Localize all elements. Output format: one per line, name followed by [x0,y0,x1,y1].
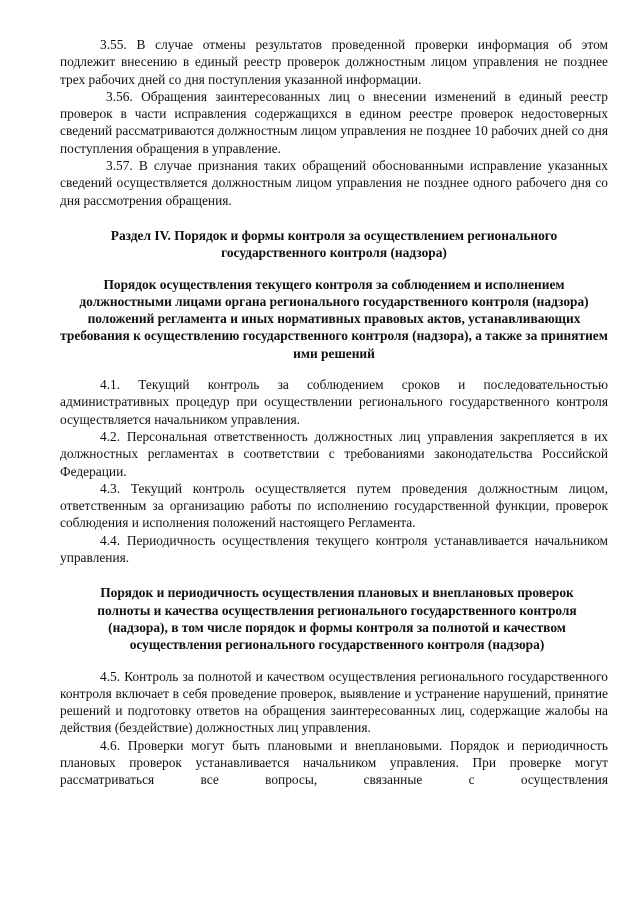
paragraph-4-1: 4.1. Текущий контроль за соблюдением сроков и последовательностью административных процедур при осуществлении регионального государственного контроля осуществляется начальником управления. [60,377,608,427]
section-title: Раздел IV. Порядок и формы контроля за осуществлением регионального государственного контроля (надзора) [110,227,558,261]
paragraph-3-55: 3.55. В случае отмены результатов проведенной проверки информация об этом подлежит внесению в единый реестр проверок должностным лицом управления не позднее трех рабочих дней со дня поступления указанной информации. [60,37,608,87]
paragraph-3-56: 3.56. Обращения заинтересованных лиц о внесении изменений в единый реестр проверок в части исправления содержащихся в едином реестре проверок недостоверных сведений рассматриваются должностным лицом управления не позднее 10 рабочих дней со дня поступления обращения в управление. [60,88,608,156]
spacer [60,362,608,376]
paragraph-4-4: 4.4. Периодичность осуществления текущего контроля устанавливается начальником управления. [60,532,608,566]
spacer [60,654,608,668]
paragraph-4-5: 4.5. Контроль за полнотой и качеством осуществления регионального государственного контроля включает в себя проведение проверок, выявление и устранение нарушений, принятие решений и подготовку ответов на обращения заинтересованных лиц, содержащие жалобы на действия (бездействие) должностных лиц управления. [60,668,608,736]
paragraph-4-6: 4.6. Проверки могут быть плановыми и внеплановыми. Порядок и периодичность плановых проверок устанавливается начальником управления. При проверке могут рассматриваться все вопросы, связанные с осуществления [60,737,608,788]
subsection-title-current-control: Порядок осуществления текущего контроля за соблюдением и исполнением должностными лицами органа регионального государственного контроля (надзора) положений регламента и иных нормативных правовых актов, устанавливающих требования к осуществлению государственного контроля (надзора), а также за принятием ими решений [60,276,608,361]
subsection-title-inspections: Порядок и периодичность осуществления плановых и внеплановых проверок полноты и качества осуществления регионального государственного контроля (надзора), в том числе порядок и формы контроля за полнотой и качеством осуществления регионального государственного контроля (надзора) [97,585,577,653]
paragraph-4-3: 4.3. Текущий контроль осуществляется путем проведения должностным лицом, ответственным за организацию работы по исполнению государственной функции, проверок соблюдения и исполнения положений настоящего Регламента. [60,480,608,531]
paragraph-4-2: 4.2. Персональная ответственность должностных лиц управления закрепляется в их должностных регламентах в соответствии с требованиями законодательства Российской Федерации. [60,428,608,479]
paragraph-3-57: 3.57. В случае признания таких обращений обоснованными исправление указанных сведений осуществляется должностным лицом управления не позднее одного рабочего дня со дня рассмотрения обращения. [60,158,608,208]
document-page [60,36,608,789]
